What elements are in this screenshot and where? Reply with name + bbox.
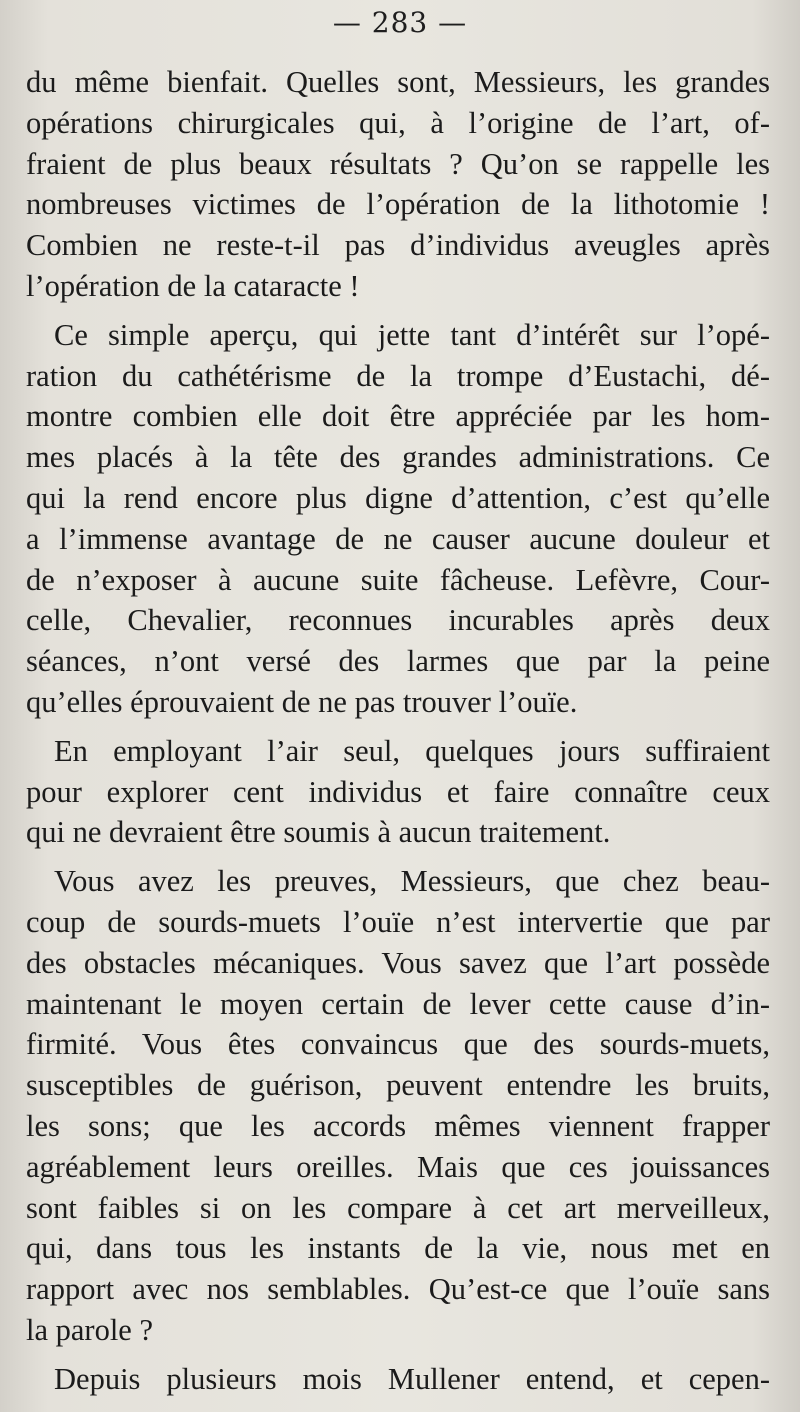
text-line: rapport avec nos semblables. Qu’est-ce que l’ouïe sans xyxy=(26,1272,770,1307)
text-line: Vous avez les preuves, Messieurs, que chez beau- xyxy=(54,864,770,899)
text-line: qui, dans tous les instants de la vie, nous met en xyxy=(26,1231,770,1266)
paragraph-gap xyxy=(26,1351,770,1359)
text-line: maintenant le moyen certain de lever cette cause d’in- xyxy=(26,986,770,1021)
text-line: agréablement leurs oreilles. Mais que ces jouissances xyxy=(26,1149,770,1184)
text-line: séances, n’ont versé des larmes que par la peine xyxy=(26,644,770,679)
text-line: celle, Chevalier, reconnues incurables après deux xyxy=(26,603,770,638)
text-line: des obstacles mécaniques. Vous savez que l’art possède xyxy=(26,945,770,980)
text-line: du même bienfait. Quelles sont, Messieurs, les grandes xyxy=(26,65,770,99)
text-line: susceptibles de guérison, peuvent entendre les bruits, xyxy=(26,1068,770,1103)
text-line: qu’elles éprouvaient de ne pas trouver l’ouïe. xyxy=(26,684,578,719)
text-line: qui la rend encore plus digne d’attention, c’est qu’elle xyxy=(26,480,770,515)
paragraph xyxy=(26,315,770,723)
text-line: de n’exposer à aucune suite fâcheuse. Lefèvre, Cour- xyxy=(26,562,770,597)
text-line: firmité. Vous êtes convaincus que des sourds-muets, xyxy=(26,1027,770,1062)
paragraph xyxy=(26,731,770,853)
text-line: Ce simple aperçu, qui jette tant d’intérêt sur l’opé- xyxy=(54,317,770,352)
text-line: l’opération de la cataracte ! xyxy=(26,268,360,303)
text-line: sont faibles si on les compare à cet art merveilleux, xyxy=(26,1190,770,1225)
text-line: fraient de plus beaux résultats ? Qu’on se rappelle les xyxy=(26,146,770,181)
page-number: — 283 — xyxy=(332,6,468,39)
text-line: mes placés à la tête des grandes administrations. Ce xyxy=(26,440,770,475)
text-line: montre combien elle doit être appréciée par les hom- xyxy=(26,399,770,434)
text-line: a l’immense avantage de ne causer aucune douleur et xyxy=(26,521,770,556)
text-line: Combien ne reste-t-il pas d’individus aveugles après xyxy=(26,228,770,263)
text-line: les sons; que les accords mêmes viennent frapper xyxy=(26,1108,770,1143)
paragraph-gap xyxy=(26,723,770,731)
text-line: qui ne devraient être soumis à aucun traitement. xyxy=(26,815,611,850)
paragraph xyxy=(26,62,770,307)
text-line: Depuis plusieurs mois Mullener entend, et cepen- xyxy=(54,1361,770,1396)
text-line: la parole ? xyxy=(26,1312,154,1347)
paragraph-gap xyxy=(26,853,770,861)
text-line: coup de sourds-muets l’ouïe n’est intervertie que par xyxy=(26,904,770,939)
body-text xyxy=(26,62,770,1400)
paragraph-gap xyxy=(26,307,770,315)
text-line: nombreuses victimes de l’opération de la lithotomie ! xyxy=(26,187,770,222)
paragraph xyxy=(26,1359,770,1400)
text-line: ration du cathétérisme de la trompe d’Eustachi, dé- xyxy=(26,358,770,393)
text-line: En employant l’air seul, quelques jours suffiraient xyxy=(54,733,770,768)
text-line: pour explorer cent individus et faire connaître ceux xyxy=(26,774,770,809)
text-line: opérations chirurgicales qui, à l’origine de l’art, of- xyxy=(26,105,770,140)
paragraph xyxy=(26,861,770,1351)
